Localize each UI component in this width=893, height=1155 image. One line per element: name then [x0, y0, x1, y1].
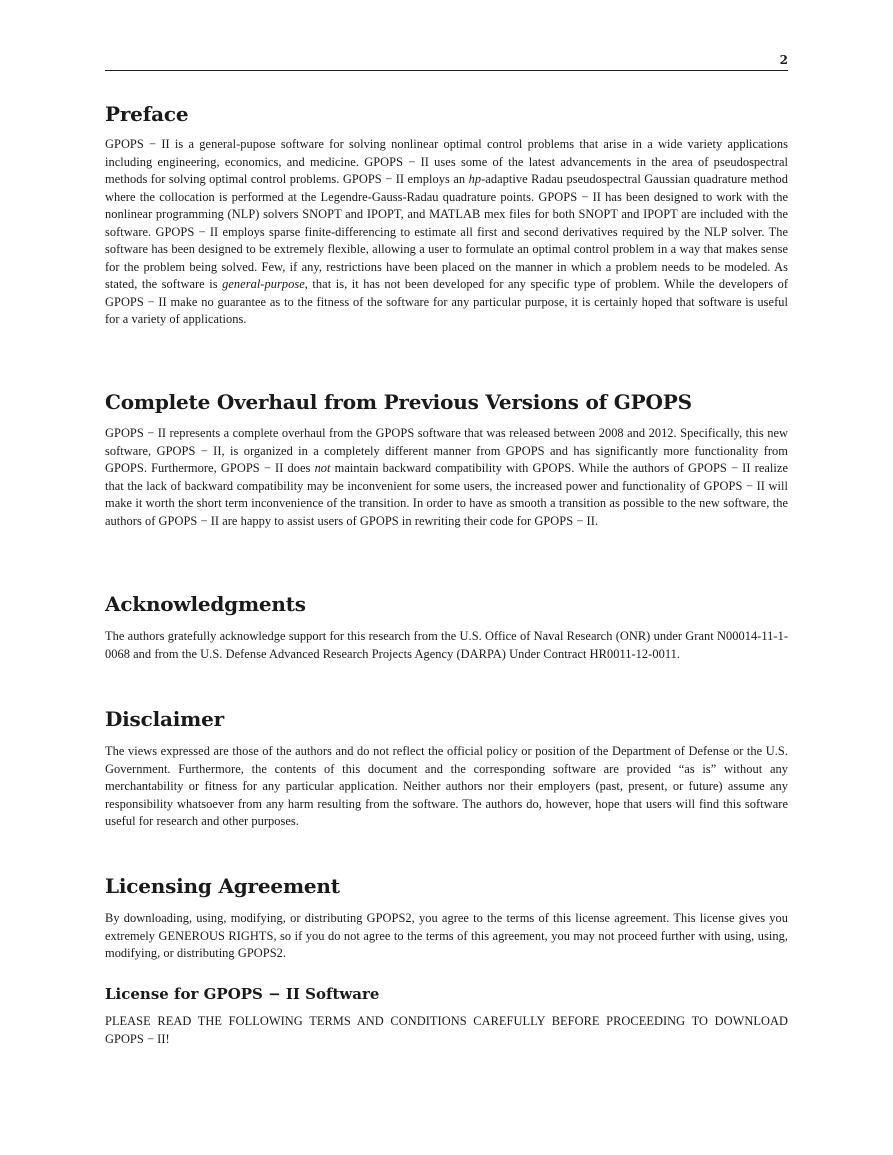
preface-text-3-emphasis: hp: [468, 172, 482, 186]
licensing-paragraph: By downloading, using, modifying, or distributing GPOPS2, you agree to the terms of this license agreement. This license gives you extremely GENEROUS RIGHTS, so if you do not agree to the terms of this agreement, you may not proceed further with using, using, modifying, or distributing GPOPS2.: [105, 911, 788, 960]
preface-text-2: GPOPS − II uses some of the latest advancements in the area of pseudospectral methods for solving optimal control problems.: [105, 154, 788, 186]
section-disclaimer: [105, 707, 788, 831]
section-title-preface: Preface: [105, 102, 189, 126]
document-page: [105, 50, 788, 1046]
section-acknowledgments: [105, 592, 788, 663]
page-header: [105, 50, 788, 71]
preface-text-5: GPOPS − II employs sparse finite-differencing to estimate all first and second derivatives required by the NLP solver. The software has been designed to be extremely flexible, allowing a user to formulate an optimal control problem in a way that makes sense for the problem being solved. Few, if any, restrictions have been placed on the manner in which a problem needs to be modeled. As stated, the software is: [105, 224, 788, 291]
preface-text-5b: , that is, it has not been developed for any specific type of problem. While the developers of GPOPS − II make no guarantee as to the fitness of the software for any particular purpose, it is certainly hoped that software is useful for a variety of applications.: [105, 277, 788, 326]
overhaul-text-1: GPOPS − II represents a complete overhaul from the GPOPS software that was released between 2008 and 2012. Specifically, this new software, GPOPS − II, is organized in a completely different manner from GPOPS and has significantly more functionality from GPOPS. Furthermore, GPOPS − II does: [105, 426, 788, 475]
disclaimer-paragraph: The views expressed are those of the authors and do not reflect the official policy or position of the Department of Defense or the U.S. Government. Furthermore, the contents of this document and the corresponding software are provided “as is” without any merchantability or fitness for any particular application. Neither authors nor their employers (past, present, or future) assume any responsibility whatsoever from any harm resulting from the software. The authors do, however, hope that users will find this software useful for research and other purposes.: [105, 744, 788, 828]
overhaul-text-2: maintain backward compatibility with GPOPS. While the authors of GPOPS − II realize that the lack of backward compatibility may be inconvenient for some users, the increased power and functionality of GPOPS − II will make it worth the short term inconvenience of the transition. In order to have as smooth a transition as possible to the new software, the authors of GPOPS − II are happy to assist users of GPOPS in rewriting their code for GPOPS − II.: [105, 461, 788, 528]
section-licensing: [105, 874, 788, 963]
section-title-overhaul: Complete Overhaul from Previous Versions of GPOPS: [105, 390, 692, 414]
preface-text-3a: GPOPS − II employs an: [342, 172, 469, 186]
section-preface: [105, 102, 788, 329]
page-number: 2: [779, 53, 788, 67]
section-title-licensing: Licensing Agreement: [105, 874, 340, 898]
overhaul-text-emphasis: not: [314, 461, 331, 475]
preface-text-3b: -adaptive Radau pseudospectral Gaussian quadrature method where the collocation is performed at the Legendre-Gauss-Radau quadrature points.: [105, 172, 788, 204]
section-overhaul: [105, 390, 788, 530]
section-title-disclaimer: Disclaimer: [105, 707, 224, 731]
acknowledgments-paragraph: The authors gratefully acknowledge support for this research from the U.S. Office of Naval Research (ONR) under Grant N00014-11-1-0068 and from the U.S. Defense Advanced Research Projects Agency (DARPA) Under Contract HR0011-12-0011.: [105, 629, 788, 661]
preface-text-5-emphasis: general-purpose: [222, 277, 305, 291]
overhaul-paragraph: [105, 425, 788, 530]
subsection-title-license-software: License for GPOPS − II Software: [105, 985, 380, 1003]
preface-paragraph: [105, 136, 788, 329]
license-software-paragraph: PLEASE READ THE FOLLOWING TERMS AND CONDITIONS CAREFULLY BEFORE PROCEEDING TO DOWNLOAD GPOPS − II!: [105, 1014, 788, 1046]
preface-text-1: GPOPS − II is a general-pupose software for solving nonlinear optimal control problems that arise in a wide variety applications including engineering, economics, and medicine.: [105, 137, 788, 169]
section-license-software: [105, 984, 788, 1048]
section-title-acknowledgments: Acknowledgments: [105, 592, 306, 616]
preface-text-4: GPOPS − II has been designed to work with the nonlinear programming (NLP) solvers SNOPT and IPOPT, and MATLAB mex files for both SNOPT and IPOPT are included with the software.: [105, 189, 788, 239]
